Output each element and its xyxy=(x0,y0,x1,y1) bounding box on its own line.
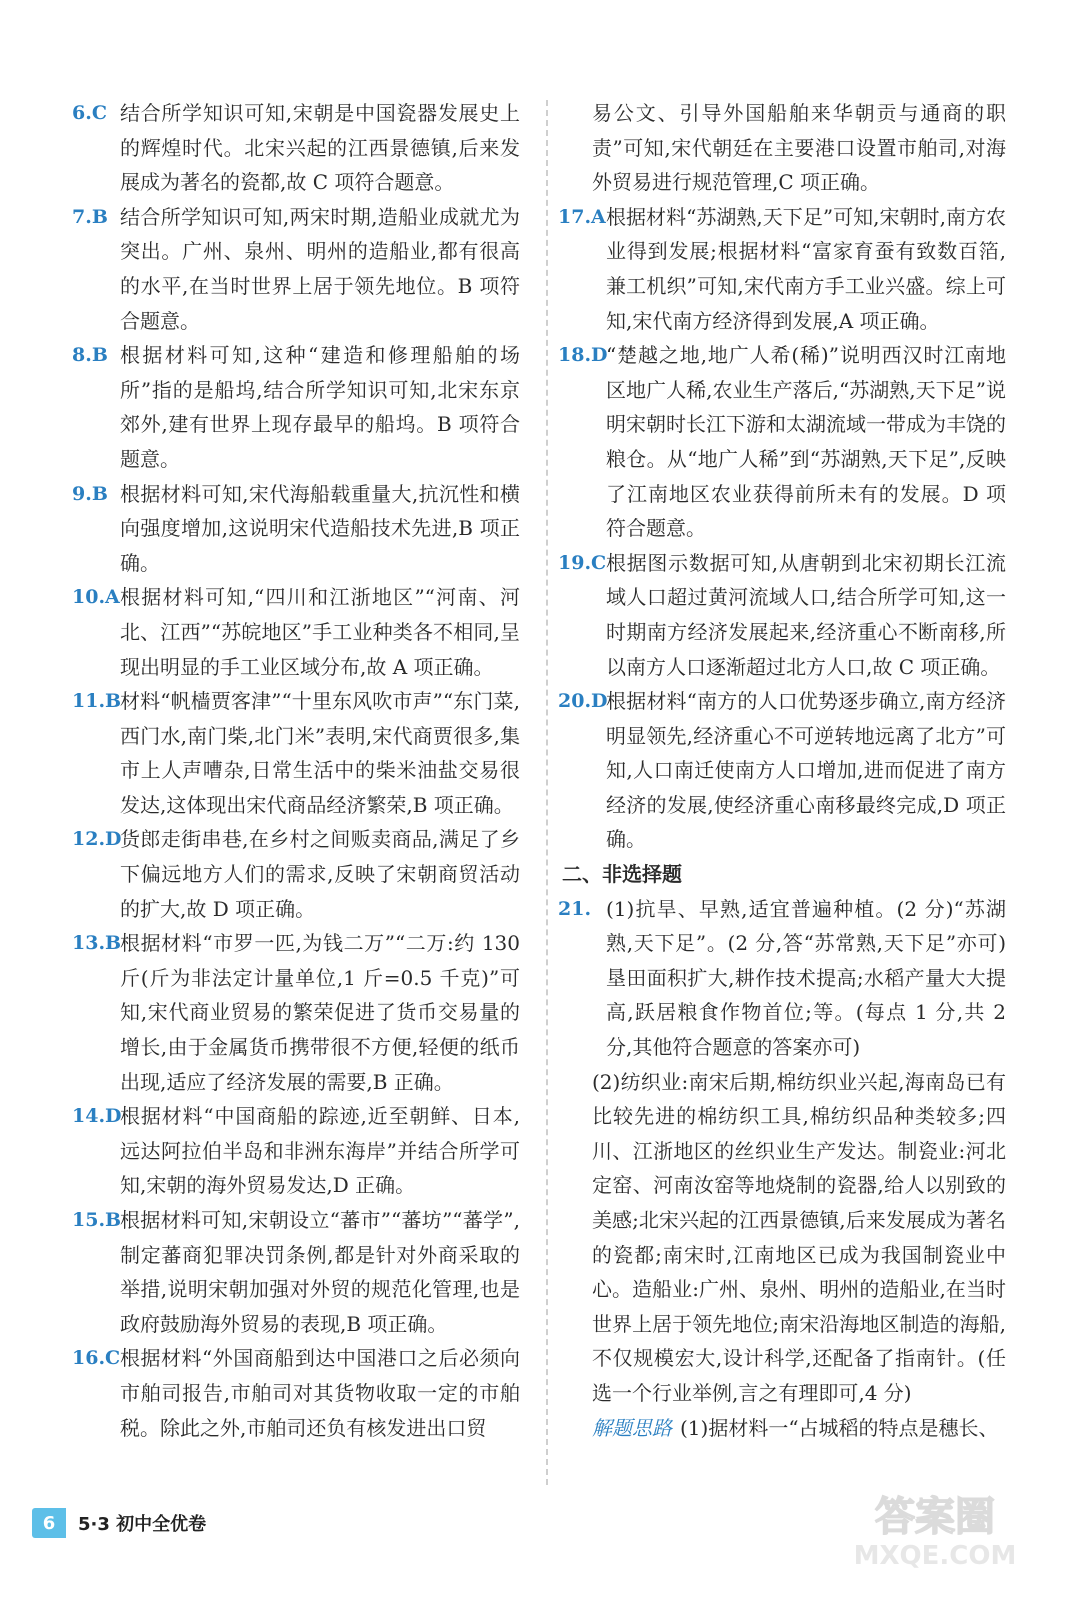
answer-number: 18.D xyxy=(558,344,608,367)
answer-item xyxy=(558,546,1006,684)
answer-text: 结合所学知识可知,两宋时期,造船业成就尤为突出。广州、泉州、明州的造船业,都有很高的水平,在当时世界上居于领先地位。B 项符合题意。 xyxy=(120,204,520,333)
answer-text: 材料“帆樯贾客津”“十里东风吹市声”“东门菜,西门水,南门柴,北门米”表明,宋代商贾很多,集市上人声嘈杂,日常生活中的柴米油盐交易很发达,这体现出宋代商品经济繁荣,B 项正确。 xyxy=(120,689,520,817)
answer-number: 7.B xyxy=(72,205,108,228)
book-brand: 5·3 初中全优卷 xyxy=(78,1514,207,1535)
column-divider xyxy=(546,100,548,1485)
watermark-logo xyxy=(820,1482,1050,1572)
answer-21-part1: (1)抗旱、早熟,适宜普遍种植。(2 分)“苏湖熟,天下足”。(2 分,答“苏常熟,天下足”亦可)垦田面积扩大,耕作技术提高;水稻产量大大提高,跃居粮食作物首位;等。(每点 1 分,共 2 分,其他符合题意的答案亦可) xyxy=(606,896,1006,1060)
watermark-url: MXQE.COM xyxy=(853,1541,1017,1571)
answer-item xyxy=(558,684,1006,857)
answer-text: 结合所学知识可知,宋朝是中国瓷器发展史上的辉煌时代。北宋兴起的江西景德镇,后来发展成为著名的瓷都,故 C 项符合题意。 xyxy=(120,101,520,195)
answer-text: 货郎走街串巷,在乡村之间贩卖商品,满足了乡下偏远地方人们的需求,反映了宋朝商贸活动的扩大,故 D 项正确。 xyxy=(120,827,520,921)
answer-number: 16.C xyxy=(72,1347,121,1370)
answer-item xyxy=(72,926,520,1099)
answer-item xyxy=(72,822,520,926)
watermark-text: 答案圈 xyxy=(875,1494,995,1540)
answer-number: 20.D xyxy=(558,690,608,713)
answer-text: 根据材料“南方的人口优势逐步确立,南方经济明显领先,经济重心不可逆转地远离了北方”可知,人口南迁使南方人口增加,进而促进了南方经济的发展,使经济重心南移最终完成,D 项正确。 xyxy=(606,689,1006,852)
answer-number: 9.B xyxy=(72,482,108,505)
answer-item xyxy=(558,338,1006,546)
answer-number: 6.C xyxy=(72,102,107,124)
answer-item xyxy=(72,96,520,200)
answer-number: 21. xyxy=(558,897,592,920)
right-answer-list xyxy=(558,200,1006,857)
answer-text: 根据材料可知,“四川和江浙地区”“河南、河北、江西”“苏皖地区”手工业种类各不相同,呈现出明显的手工业区域分布,故 A 项正确。 xyxy=(120,585,520,679)
q16-continuation: 易公文、引导外国船舶来华朝贡与通商的职责”可知,宋代朝廷在主要港口设置市舶司,对海外贸易进行规范管理,C 项正确。 xyxy=(592,101,1006,195)
answer-item-21 xyxy=(558,892,1006,1065)
answer-21-part2: (2)纺织业:南宋后期,棉纺织业兴起,海南岛已有比较先进的棉纺织工具,棉纺织品种类较多;四川、江浙地区的丝织业生产发达。制瓷业:河北定窑、河南汝窑等地烧制的瓷器,给人以别致的美感;北宋兴起的江西景德镇,后来发展成为著名的瓷都;南宋时,江南地区已成为我国制瓷业中心。造船业:广州、泉州、明州的造船业,在当时世界上居于领先地位;南宋沿海地区制造的海船,不仅规模宏大,设计科学,还配备了指南针。(任选一个行业举例,言之有理即可,4 分) xyxy=(592,1069,1006,1405)
answer-text: 根据材料“中国商船的踪迹,近至朝鲜、日本,远达阿拉伯半岛和非洲东海岸”并结合所学可知,宋朝的海外贸易发达,D 正确。 xyxy=(120,1104,520,1198)
answer-number: 11.B xyxy=(72,690,122,713)
answer-item xyxy=(72,580,520,684)
answer-number: 17.A xyxy=(558,205,606,228)
answer-text: “楚越之地,地广人希(稀)”说明西汉时江南地区地广人稀,农业生产落后,“苏湖熟,天下足”说明宋朝时长江下游和太湖流域一带成为丰饶的粮仓。从“地广人稀”到“苏湖熟,天下足”,反映了江南地区农业获得前所未有的发展。D 项符合题意。 xyxy=(606,343,1006,541)
answer-text: 根据材料可知,宋朝设立“蕃市”“蕃坊”“蕃学”,制定蕃商犯罪决罚条例,都是针对外商采取的举措,说明宋朝加强对外贸的规范化管理,也是政府鼓励海外贸易的表现,B 项正确。 xyxy=(120,1208,520,1336)
answer-text: 根据材料“外国商船到达中国港口之后必须向市舶司报告,市舶司对其货物收取一定的市舶税。除此之外,市舶司还负有核发进出口贸 xyxy=(120,1346,520,1440)
answer-number: 8.B xyxy=(72,344,108,367)
answer-text: 根据材料可知,这种“建造和修理船舶的场所”指的是船坞,结合所学知识可知,北宋东京郊外,建有世界上现存最早的船坞。B 项符合题意。 xyxy=(120,343,520,471)
answer-item xyxy=(72,684,520,822)
answer-item xyxy=(72,338,520,476)
hint-label: 解题思路 xyxy=(592,1415,672,1440)
answer-number: 12.D xyxy=(72,828,122,851)
answer-text: 根据材料“苏湖熟,天下足”可知,宋朝时,南方农业得到发展;根据材料“富家育蚕有致数百箔,兼工机织”可知,宋代南方手工业兴盛。综上可知,宋代南方经济得到发展,A 项正确。 xyxy=(606,204,1006,333)
answer-number: 10.A xyxy=(72,586,120,609)
left-column xyxy=(72,96,520,1445)
answer-text: 根据材料“市罗一匹,为钱二万”“二万:约 130 斤(斤为非法定计量单位,1 斤=0.5 千克)”可知,宋代商业贸易的繁荣促进了货币交易量的增长,由于金属货币携带很不方便,轻便的纸币出现,适应了经济发展的需要,B 正确。 xyxy=(120,931,520,1094)
answer-number: 19.C xyxy=(558,551,607,574)
hint-text: (1)据材料一“占城稻的特点是穗长、 xyxy=(680,1415,999,1440)
answer-text: 根据图示数据可知,从唐朝到北宋初期长江流域人口超过黄河流域人口,结合所学可知,这一时期南方经济发展起来,经济重心不断南移,所以南方人口逐渐超过北方人口,故 C 项正确。 xyxy=(606,550,1006,679)
answer-item xyxy=(72,1341,520,1445)
right-column xyxy=(558,96,1006,1445)
answer-number: 15.B xyxy=(72,1209,122,1231)
page-footer xyxy=(32,1508,206,1538)
solution-hint xyxy=(558,1411,1006,1446)
page-number: 6 xyxy=(32,1508,66,1538)
section-title: 二、非选择题 xyxy=(562,862,682,887)
answer-item xyxy=(558,200,1006,338)
answer-item xyxy=(72,477,520,581)
answer-number: 14.D xyxy=(72,1105,122,1128)
answer-item xyxy=(72,200,520,338)
answer-number: 13.B xyxy=(72,932,122,955)
answer-item xyxy=(72,1099,520,1203)
answer-item xyxy=(72,1203,520,1341)
answer-text: 根据材料可知,宋代海船载重量大,抗沉性和横向强度增加,这说明宋代造船技术先进,B 项正确。 xyxy=(120,481,520,575)
